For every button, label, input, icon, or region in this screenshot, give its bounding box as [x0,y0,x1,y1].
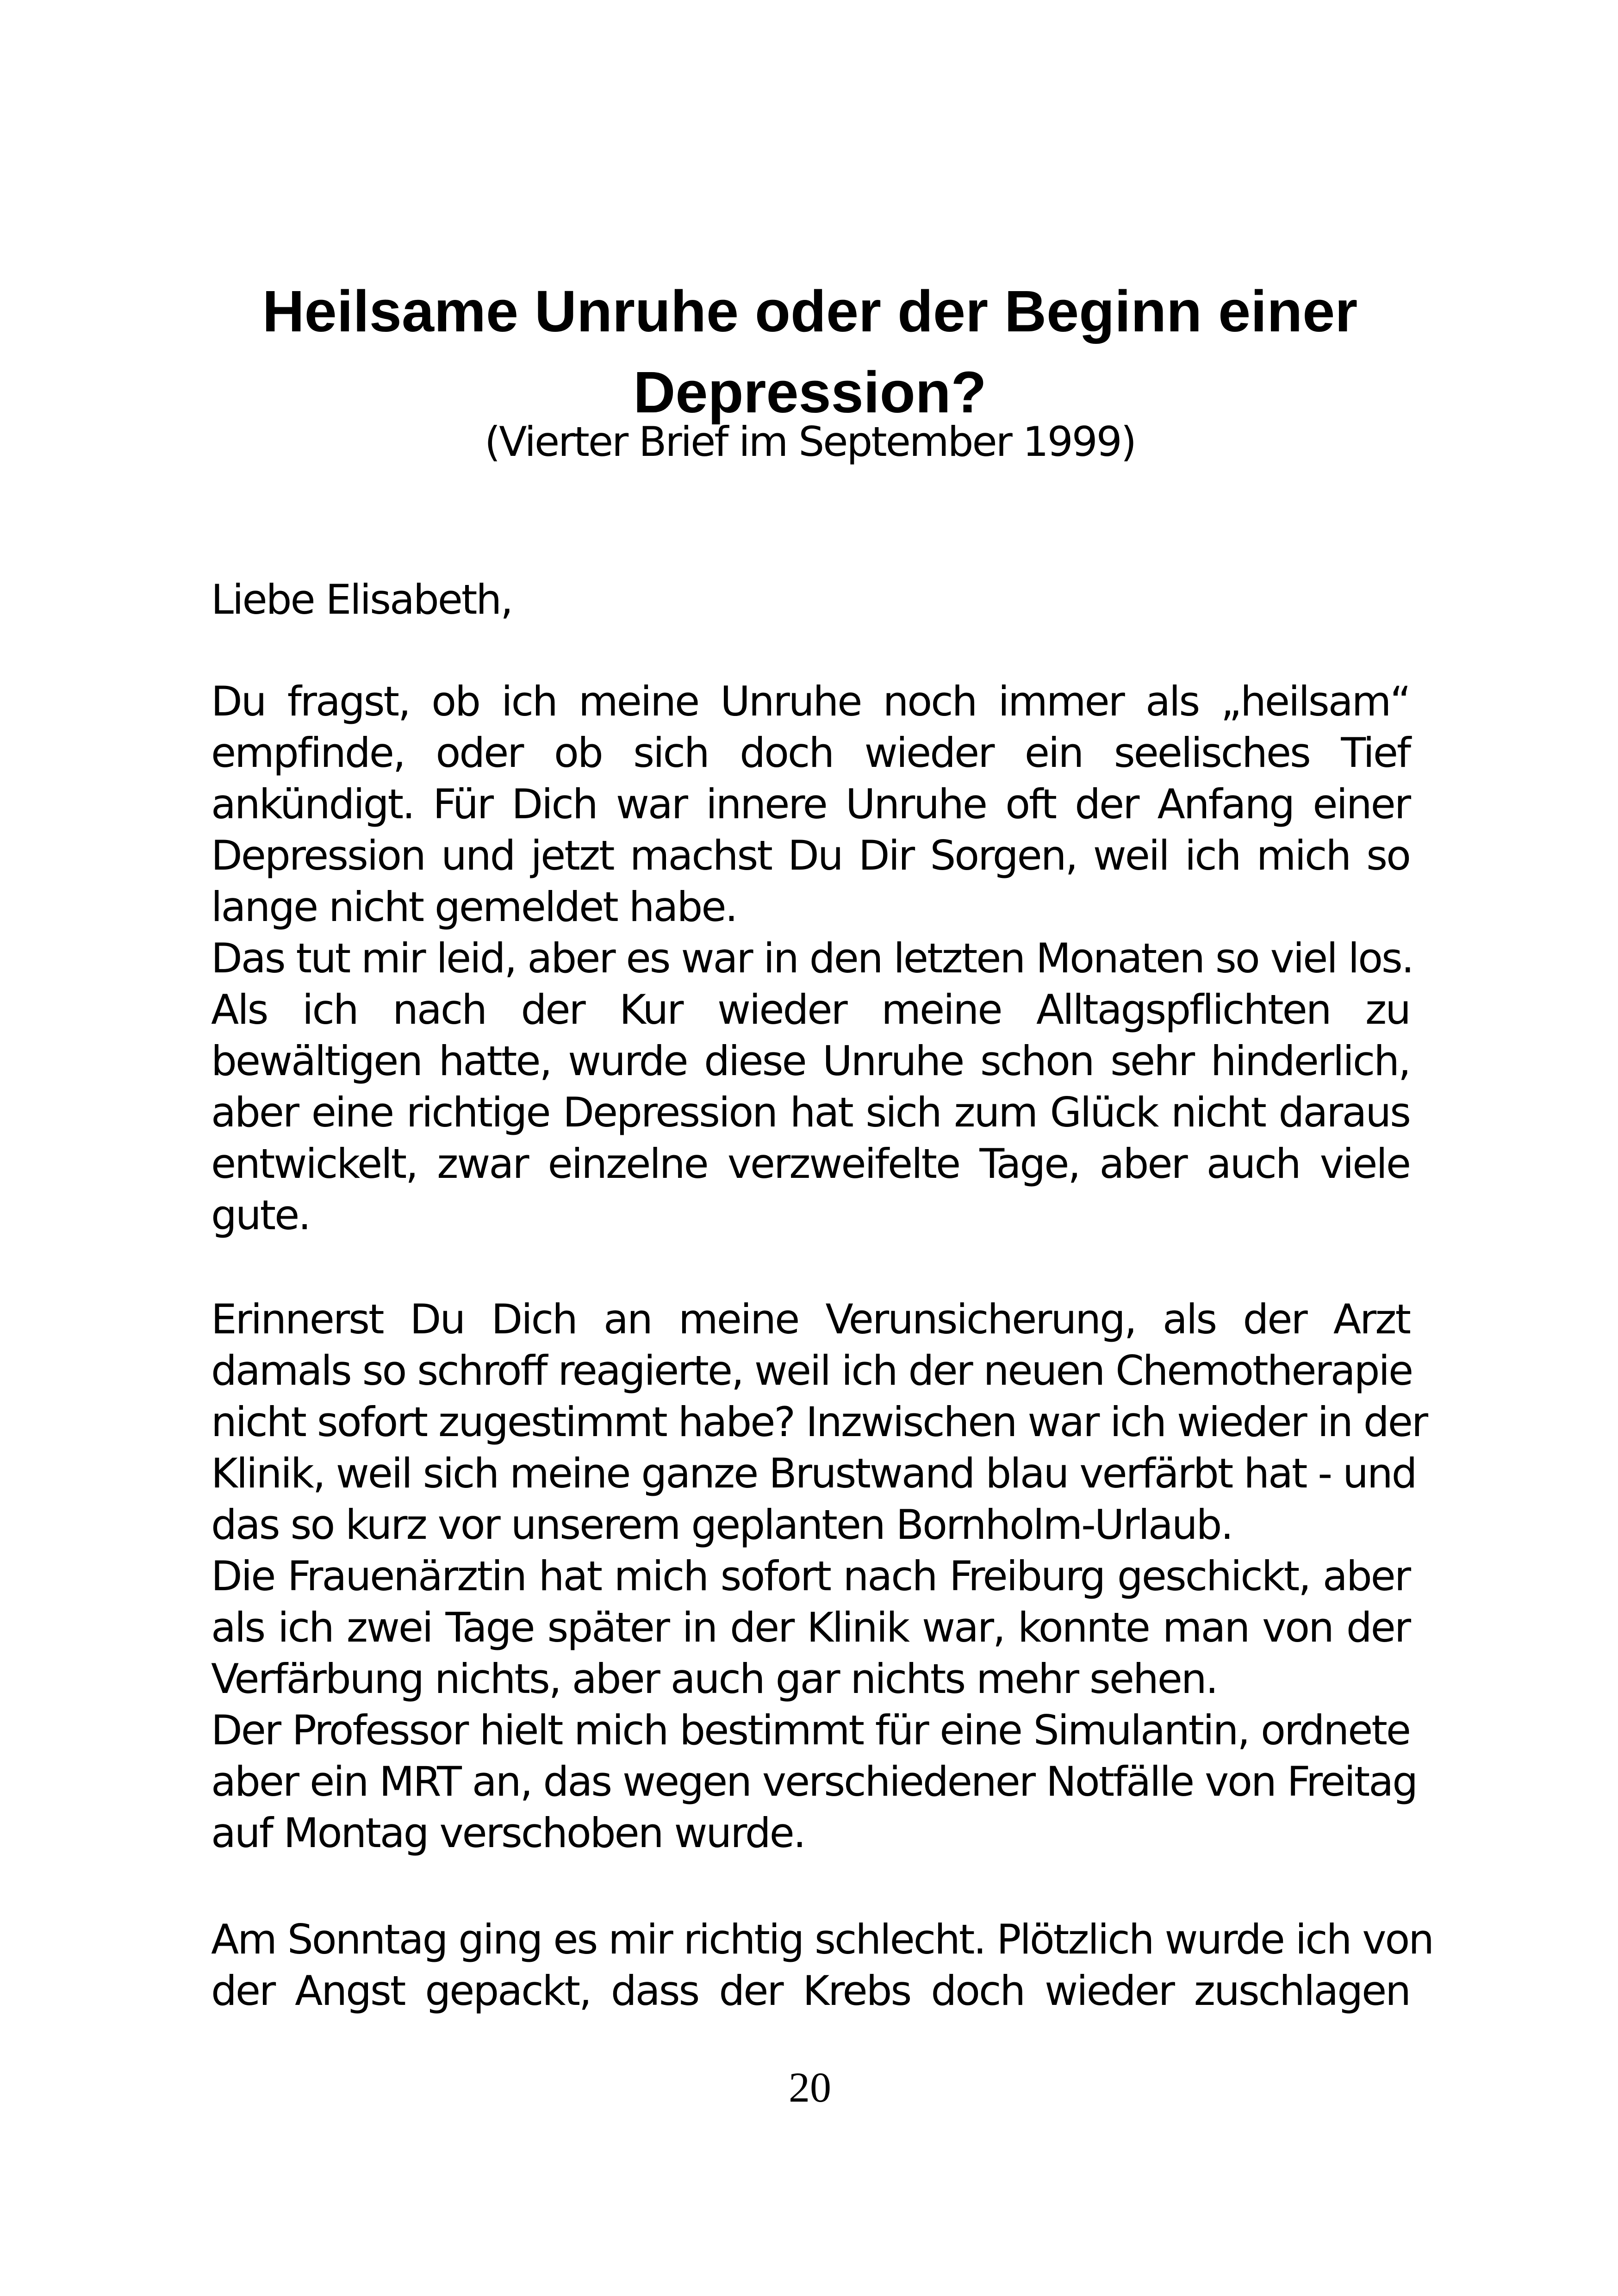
text-line: Du fragst, ob ich meine Unruhe noch immer als „heilsam“ [211,678,1410,725]
text-line: aber eine richtige Depression hat sich zum Glück nicht daraus [211,1089,1410,1136]
page-subtitle: (Vierter Brief im September 1999) [484,418,1136,466]
text-line: lange nicht gemeldet habe. [211,883,737,931]
paragraph-3 [211,1914,1433,2016]
text-line: auf Montag verschoben wurde. [211,1809,805,1857]
text-line: als ich zwei Tage später in der Klinik war, konnte man von der [211,1604,1410,1651]
text-line: empfinde, oder ob sich doch wieder ein seelisches Tief [211,729,1410,777]
text-line: bewältigen hatte, wurde diese Unruhe schon sehr hinderlich, [211,1037,1410,1085]
salutation [211,574,1410,625]
text-line: damals so schroff reagierte, weil ich der neuen Chemotherapie [211,1347,1413,1394]
text-line: ankündigt. Für Dich war innere Unruhe oft der Anfang einer [211,780,1410,828]
salutation-line: Liebe Elisabeth, [211,576,512,623]
text-line: Klinik, weil sich meine ganze Brustwand blau verfärbt hat - und [211,1450,1416,1497]
text-line: Als ich nach der Kur wieder meine Alltagspflichten zu [211,986,1410,1033]
page-title [185,271,1435,433]
text-line: Verfärbung nichts, aber auch gar nichts mehr sehen. [211,1655,1217,1703]
text-line: der Angst gepackt, dass der Krebs doch wieder zuschlagen [211,1967,1410,2015]
paragraph-2 [211,1294,1427,1859]
title-line: Depression? [633,360,987,425]
text-line: gute. [211,1191,310,1239]
text-line: entwickelt, zwar einzelne verzweifelte Tage, aber auch viele [211,1140,1410,1188]
paragraph-1 [211,676,1413,1241]
text-line: Am Sonntag ging es mir richtig schlecht. Plötzlich wurde ich von [211,1916,1433,1963]
text-line: Das tut mir leid, aber es war in den letzten Monaten so viel los. [211,934,1413,982]
text-line: das so kurz vor unserem geplanten Bornholm-Urlaub. [211,1501,1232,1549]
text-line: Der Professor hielt mich bestimmt für eine Simulantin, ordnete [211,1706,1410,1754]
text-line: Erinnerst Du Dich an meine Verunsicherung, als der Arzt [211,1295,1410,1343]
title-line: Heilsame Unruhe oder der Beginn einer [262,279,1358,344]
text-line: Depression und jetzt machst Du Dir Sorgen, weil ich mich so [211,832,1410,879]
text-line: nicht sofort zugestimmt habe? Inzwischen war ich wieder in der [211,1398,1427,1446]
page-number: 20 [789,2064,831,2111]
text-line: Die Frauenärztin hat mich sofort nach Freiburg geschickt, aber [211,1552,1410,1600]
text-line: aber ein MRT an, das wegen verschiedener Notfälle von Freitag [211,1758,1417,1805]
